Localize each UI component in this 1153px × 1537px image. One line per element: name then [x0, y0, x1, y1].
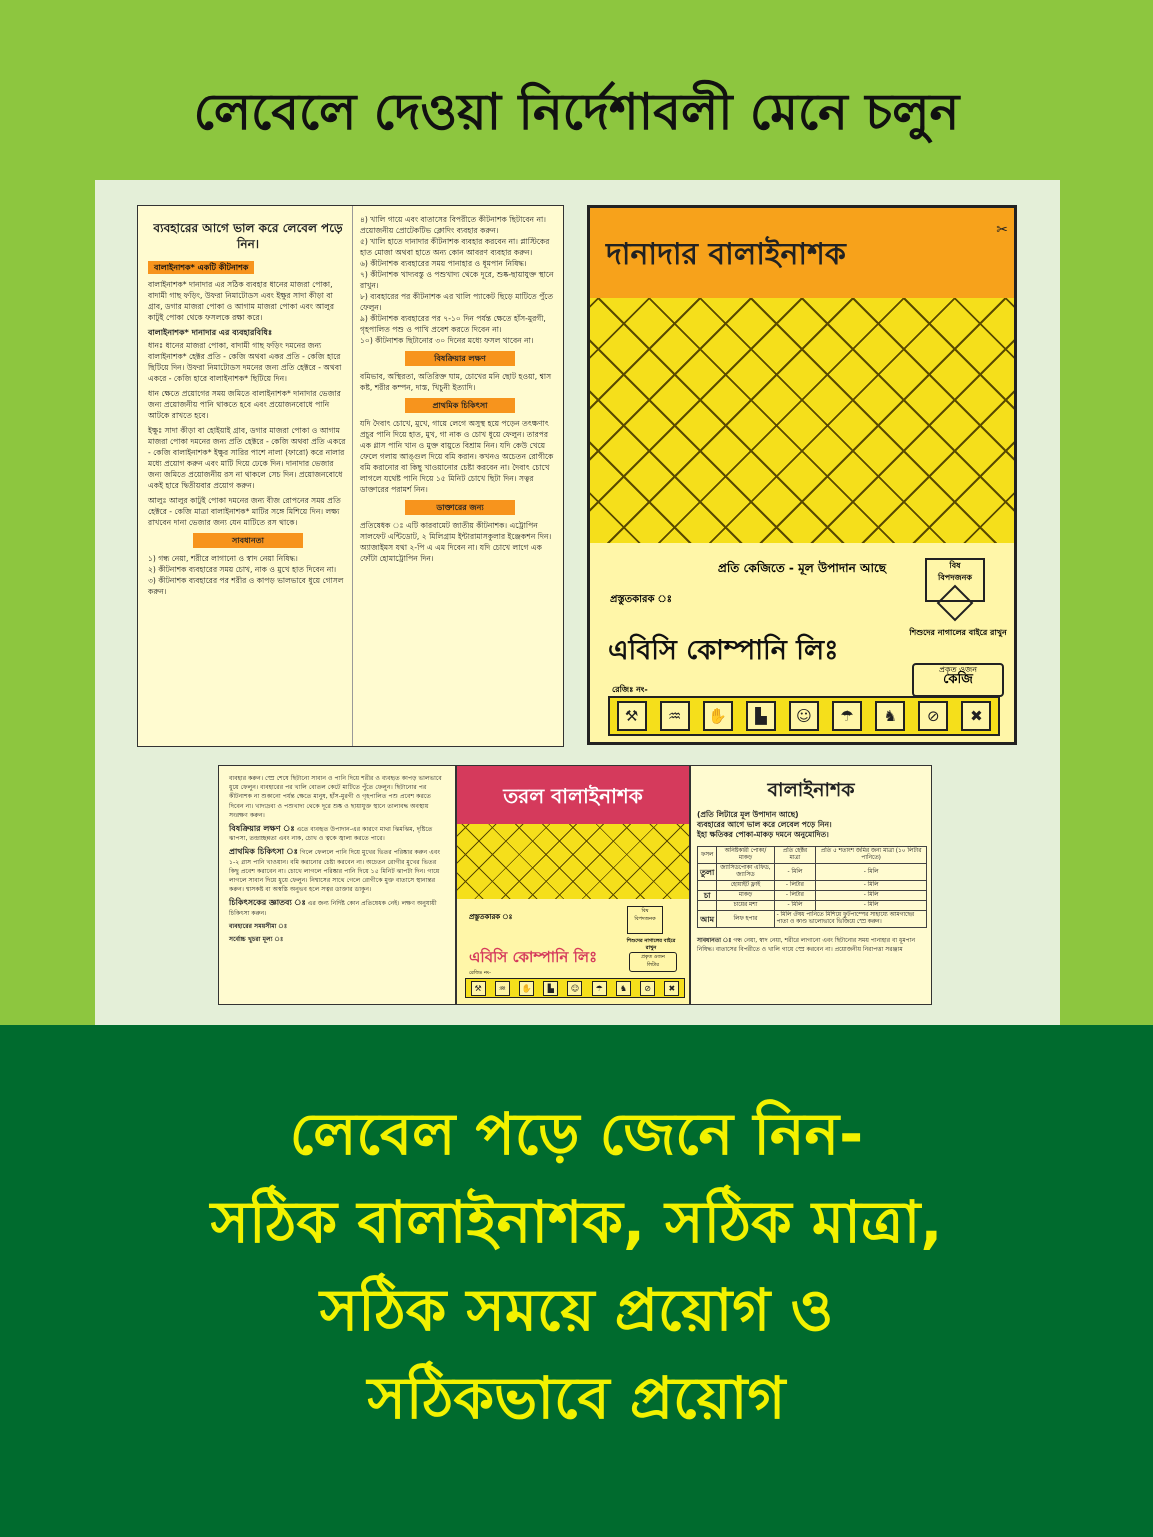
animal-icon: ♞: [875, 701, 905, 731]
poison-warning: বিষ বিপদজনক: [627, 906, 663, 934]
slogan-line: সঠিকভাবে প্রয়োগ: [367, 1364, 786, 1432]
price-text: সর্বোচ্চ খুচরা মূল্য ঃ: [229, 936, 284, 944]
table-cell: - লিটার: [774, 881, 816, 891]
table-cell: হোয়াইট ফ্লাই: [717, 881, 774, 891]
antidote-label: চিকিৎসকের জ্ঞাতব্য ঃ: [229, 898, 306, 908]
slogan-line: সঠিক বালাইনাশক, সঠিক মাত্রা,: [210, 1188, 943, 1256]
mixing-icon: ⚒: [617, 701, 647, 731]
expiry-text: ব্যবহারের সময়সীমা ঃ: [229, 922, 288, 930]
lower-leaflet: [218, 765, 456, 1005]
column-divider: [352, 206, 353, 746]
table-row: [698, 864, 927, 881]
symptom-text: বমিভাব, অস্থিরতা, অতিরিক্ত ঘাম, চোখের মনি ছোট হওয়া, শ্বাস কষ্ট, শরীর কম্পন, দাস্ত, খিচুনী ইত্যাদি।: [360, 372, 552, 392]
caution-item: ৭) কীটনাশক খাদ্যবস্তু ও পশুখাদ্য থেকে দূরে, শুষ্ক-ছায়াযুক্ত স্থানে রাখুন।: [360, 270, 554, 290]
table-cell: [698, 901, 717, 911]
liquid-pack: [456, 765, 690, 1005]
table-cell: তুলা: [698, 864, 717, 881]
slogan-line: লেবেল পড়ে জেনে নিন-: [289, 1100, 864, 1168]
registration-number: রেজিঃ নং-: [612, 685, 648, 694]
table-row: [698, 891, 927, 901]
granular-pack: [587, 205, 1017, 745]
caution-item: ৯) কীটনাশক ব্যবহারের পর ৭-১০ দিন পর্যন্ত ক্ষেতে হাঁস-মুরগী, গৃহপালিত পশু ও পাখি প্রবেশ করতে দিবেন না।: [360, 314, 546, 334]
table-cell: চায়ের মশা: [717, 901, 774, 911]
read-label-note: ব্যবহারের আগে ভাল করে লেবেল পড়ে নিন।: [697, 820, 832, 829]
table-cell: - লিটার: [774, 891, 816, 901]
caution-item: ৬) কীটনাশক ব্যবহারের সময় পানাহার ও ধূমপান নিষিদ্ধ।: [360, 259, 527, 268]
diamond-pattern: [457, 824, 689, 899]
slogan-line: সঠিক সময়ে প্রয়োগ ও: [319, 1276, 834, 1344]
firstaid-tag: প্রাথমিক চিকিৎসা: [405, 398, 515, 413]
spraying-icon: ♒: [495, 981, 510, 996]
gloves-icon: ✋: [519, 981, 534, 996]
sugarcane-text: ইক্ষুঃ সাদা কীড়া বা হোইয়াই গ্রাব, ডগার মাজরা পোকা ও আগাম মাজরা পোকা দমনের জন্য প্রতি হেক্টরে - কেজি অথবা প্রতি একরে - কেজি বালাইনাশক* ইক্ষুর সারির পাশে নালা (ফারো) করে নালার মধ্যে প্রয়োগ করুন এবং মাটি দিয়ে ঢেকে দিন। দানাদার ভেজার জন্য জমিতে প্রয়োজনীয় রস না থাকলে সেচ দিন। প্রয়োজনবোধে একই হারে দ্বিতীয়বার প্রয়োগ করুন।: [148, 426, 346, 490]
content-note: (প্রতি লিটারে মূল উপাদান আছে): [697, 810, 799, 819]
registration-number: রেজিঃ নং-: [469, 970, 491, 976]
pictogram-strip: [608, 696, 1000, 736]
table-cell: জ্যাসিডপোকা এফিড, জ্যাসিড: [717, 864, 774, 881]
net-weight-box: [912, 663, 1004, 697]
potato-text: আলুঃ আলুর কাটুই পোকা দমনের জন্য বীজ রোপনের সময় প্রতি হেক্টরে - কেজি মাত্রা বালাইনাশক* মাটির সঙ্গে মিশিয়ে দিন। লক্ষ্য রাখবেন দানা ভেজার জন্য যেন মাটিতে রস থাকে।: [148, 496, 341, 527]
table-cell: - মিলি: [816, 901, 927, 911]
column-header: ফসল: [698, 847, 717, 864]
animal-icon: ♞: [616, 981, 631, 996]
keep-away-children: শিশুদের নাগালের বাইরে রাখুন: [909, 628, 1007, 637]
rice-text-2: ধান ক্ষেতে প্রয়োগের সময় জমিতে বালাইনাশক* দানাদার ভেজার জন্য প্রয়োজনীয় পানি থাকতে হবে এবং প্রয়োজনবোধে পানি আটকে রাখতে হবে।: [148, 389, 341, 420]
symptom-label: বিষক্রিয়ার লক্ষণ ঃ: [229, 824, 295, 834]
intro-text: বালাইনাশক* দানাদার এর সঠিক ব্যবহার ধানের মাজরা পোকা, বাদামী গাছ ফড়িং, উফরা নিমাটোডস এবং ইক্ষুর সাদা কীড়া বা গ্রাব, ডগার মাজরা পোকা ও আগাম মাজরা পোকা এবং আলুর কাটুই পোকা থেকে ফসলকে রক্ষা করে।: [148, 280, 335, 322]
pictogram-strip: [465, 978, 685, 998]
method-title: বালাইনাশক* দানাদার এর ব্যবহারবিধিঃ: [148, 328, 273, 337]
rice-text: ধানঃ ধানের মাজরা পোকা, বাদামী গাছ ফড়িং দমনের জন্য বালাইনাশক* হেক্টর প্রতি - কেজি অথবা একর প্রতি - কেজি হারে ছিটিয়ে দিন। উফরা নিমাটোডস দমনের জন্য প্রতি হেক্টরে - অথবা একরে - কেজি হারে বালাইনাশক* ছিটিয়ে দিন।: [148, 341, 342, 383]
doctor-text: প্রতিষেধক ঃ এটি কারবামেট জাতীয় কীটনাশক। এট্রোপিন সালফেট এন্টিডোট, ২ মিলিগ্রাম ইন্টারামাসকুলার ইঞ্জেকশন দিন। অ্যাজাইমস যথা ২-পি এ এম দিবেন না। যদি চোখে লাগে এক ফোঁটা হোমাট্রোপিন দিন।: [360, 521, 552, 563]
gloves-icon: ✋: [703, 701, 733, 731]
company-name: এবিসি কোম্পানি লিঃ: [608, 635, 839, 666]
mixing-icon: ⚒: [471, 981, 486, 996]
no-fish-icon: ✖: [961, 701, 991, 731]
leaflet-heading: ব্যবহারের আগে ভাল করে লেবেল পড়ে নিন।: [153, 221, 343, 251]
caution-text: [691, 932, 931, 958]
wash-icon: ☂: [832, 701, 862, 731]
table-cell: - মিলি: [774, 901, 816, 911]
no-food-icon: ⊘: [640, 981, 655, 996]
wash-icon: ☂: [592, 981, 607, 996]
net-volume-box: প্রকৃত ওজন লিটার: [629, 952, 677, 972]
firstaid-text: যদি দৈবাৎ চোখে, মুখে, গায়ে লেগে অসুস্থ হয়ে পড়েন তৎক্ষণাৎ প্রচুর পানি দিয়ে হাত, মুখ, গা নাক ও চোখ ধুয়ে ফেলুন। তারপর এক গ্লাস পানি খান ও মুক্ত বায়ুতে বিশ্রাম নিন। যদি কেউ খেয়ে ফেলে গলায় আঙ্গুল দিয়ে বমি করান। কখনও অচেতন রোগীকে বমি করানোর বা কিছু খাওয়ানোর চেষ্টা করবেন না। দৈবাৎ চোখে লাগলে যথেষ্ট পানি দিয়ে ১৫ মিনিট চোখে ছিটা দিন। সত্বর ডাক্তারের পরামর্শ নিন।: [360, 419, 554, 494]
antidote-text: এর জন্য নির্দিষ্ট কোন প্রতিষেধক নেই। লক্ষণ অনুযায়ী চিকিৎসা করুন।: [229, 900, 437, 917]
firstaid-label: প্রাথমিক চিকিৎসা ঃ: [229, 847, 298, 857]
liquid-pack-title: তরল বালাইনাশক: [503, 784, 643, 808]
poison-text: বিষ বিপদজনক: [938, 561, 972, 582]
column-header: অনিষ্টকারী পোকা/মাকড়: [717, 847, 774, 864]
symptom-tag: বিষক্রিয়ার লক্ষণ: [405, 351, 515, 366]
spraying-icon: ♒: [660, 701, 690, 731]
doctor-tag: ডাক্তারের জন্য: [405, 500, 515, 515]
table-cell: আম: [698, 911, 717, 928]
table-cell: - মিলি: [816, 891, 927, 901]
dosage-label: [690, 765, 932, 1005]
symptom-para: [229, 824, 445, 843]
manufacturer-label: প্রস্তুতকারক ঃ: [469, 913, 513, 921]
leaflet-left-column: [148, 214, 348, 597]
boots-icon: ▙: [543, 981, 558, 996]
keep-away-children: শিশুদের নাগালের বাইরে রাখুন: [626, 938, 676, 951]
column-header: প্রতি ৫ শতাংশ জমির জন্য মাত্রা (১০ লিটার পানিতে): [816, 847, 927, 864]
caution-item: ২) কীটনাশক ব্যবহারের সময় চোখ, নাক ও মুখে হাত দিবেন না।: [148, 565, 337, 574]
table-row: [698, 901, 927, 911]
table-row: [698, 881, 927, 891]
table-cell: চা: [698, 891, 717, 901]
caution-item: ৪) খালি গায়ে এবং বাতাসের বিপরীতে কীটনাশক ছিটাবেন না। প্রয়োজনীয় প্রোটেকটিভ ক্লোদিং ব্যবহার করুন।: [360, 215, 546, 235]
content-line: প্রতি কেজিতে - মূল উপাদান আছে: [717, 561, 887, 575]
dosage-table: [697, 846, 927, 928]
mask-icon: ☺: [789, 701, 819, 731]
diamond-pattern: [590, 298, 1014, 543]
usage-text: ব্যবহার করুন। স্প্রে শেষে ছিটানো সাবান ও পানি দিয়ে শরীর ও ব্যবহৃত কাপড় ভালভাবে ধুয়ে ফেলুন। ব্যবহারের পর খালি বোতল কেটে মাটিতে পুঁতে ফেলুন। ছিটানোর পর কীটনাশক না শুকানো পর্যন্ত ক্ষেতে মানুষ, হাঁস-মুরগী ও গৃহপালিত পশু প্রবেশ করতে দিবেন না। খাদ্যদ্রব্য ও পশুখাদ্য থেকে দূরে শুষ্ক ও ছায়াযুক্ত স্থানে তালাবদ্ধ অবস্থায় সংরক্ষণ করুন।: [229, 775, 442, 819]
diamond-warning-icon: [937, 585, 974, 622]
caution-item: ১০) কীটনাশক ছিটানোর ৩০ দিনের মধ্যে ফসল খাবেন না।: [360, 336, 534, 345]
table-cell: লিফ হপার: [717, 911, 774, 928]
column-header: প্রতি হেক্টর মাত্রা: [774, 847, 816, 864]
table-cell: - মিলি: [774, 864, 816, 881]
table-header-row: [698, 847, 927, 864]
approval-note: ইহা ক্ষতিকর পোকা-মাকড় দমনে অনুমোদিত।: [697, 830, 829, 839]
caution-body: গন্ধ নেয়া, স্বাদ নেয়া, শরীরে লাগানো এবং ছিটানোর সময় পানাহার বা ধূমপান নিষিদ্ধ। বাতাসের বিপরীতে ও খালি গায়ে স্প্রে করবেন না। প্রয়োজনীয় নিরাপত্তা সরঞ্জাম: [697, 937, 916, 953]
leaflet-right-column: [360, 214, 560, 568]
firstaid-para: [229, 847, 445, 894]
dosage-subtitle: [691, 808, 931, 842]
slogan: [0, 1090, 1153, 1442]
weight-unit: কেজি: [943, 672, 973, 687]
scissor-icon: ✂: [996, 222, 1008, 238]
product-type-tag: বালাইনাশক* একটি কীটনাশক: [148, 261, 254, 274]
table-cell: মাকড়: [717, 891, 774, 901]
antidote-para: [229, 898, 445, 917]
company-name: এবিসি কোম্পানি লিঃ: [469, 948, 598, 966]
dosage-label-title: বালাইনাশক: [767, 779, 855, 801]
instruction-leaflet: [137, 205, 564, 747]
no-food-icon: ⊘: [918, 701, 948, 731]
pack-title: দানাদার বালাইনাশক: [606, 237, 846, 272]
caution-item: ৮) ব্যবহারের পর কীটনাশক এর খালি প্যাকেট ছিড়ে মাটিতে পুঁতে ফেলুন।: [360, 292, 554, 312]
mask-icon: ☺: [567, 981, 582, 996]
no-fish-icon: ✖: [664, 981, 679, 996]
poison-warning: [925, 558, 985, 602]
weight-label: প্রকৃত ওজন: [939, 665, 977, 674]
boots-icon: ▙: [746, 701, 776, 731]
table-cell: - মিলি ঔষধ পানিতে মিশিয়ে ফুটপাম্পের সাহায্যে আমগাছের পাতা ও কাণ্ড ভালোভাবে ভিজিয়ে স্প্রে করুন।: [774, 911, 926, 928]
table-cell: - মিলি: [816, 881, 927, 891]
page-title: লেবেলে দেওয়া নির্দেশাবলী মেনে চলুন: [193, 83, 960, 141]
caution-tag: সাবধানতা: [193, 533, 303, 548]
table-cell: - মিলি: [816, 864, 927, 881]
caution-item: ৫) খালি হাতে দানাদার কীটনাশক ব্যবহার করবেন না। প্লাস্টিকের হাত মোজা অথবা হাতে অন্য কোন আবরণ ব্যবহার করুন।: [360, 237, 550, 257]
table-row: [698, 911, 927, 928]
symptom-text: এতে ব্যবহৃত উপাদান-এর কারণে মাথা ঝিমঝিম, দৃষ্টিতে ঝাপসা, তন্দ্রাচ্ছন্নতা এবং নাক, চোখ ও ত্বকে জ্বালা করতে পারে।: [229, 826, 433, 843]
table-cell: [698, 881, 717, 891]
caution-item: ৩) কীটনাশক ব্যবহারের পর শরীর ও কাপড় ভালভাবে ধুয়ে গোসল করুন।: [148, 576, 344, 596]
caution-label: সাবধানতা ঃ: [697, 937, 732, 944]
manufacturer-label: প্রস্তুতকারক ঃ: [610, 594, 673, 605]
firstaid-text: গিলে ফেললে পানি দিয়ে মুখের ভিতর পরিষ্কার করুন এবং ১-২ গ্লাস পানি খাওয়ান। বমি করানোর চেষ্টা করবেন না। অচেতন রোগীর মুখের ভিতর কিছু প্রবেশ করাবেন না। চোখে লাগলে পরিষ্কার পানি দিয়ে ১৫ মিনিট ঝাপটা দিন। গায়ে লাগলে সাবান দিয়ে ধুয়ে ফেলুন। নিশ্বাসের সাথে গেলে রোগীকে মুক্ত বাতাসে স্থানান্তর করুন। শ্বাসকষ্ট বা অস্বস্তি অনুভব হলে সত্বর ডাক্তার ডাকুন।: [229, 849, 441, 894]
caution-item: ১) গন্ধ নেয়া, শরীরে লাগানো ও স্বাদ নেয়া নিষিদ্ধ।: [148, 554, 298, 563]
